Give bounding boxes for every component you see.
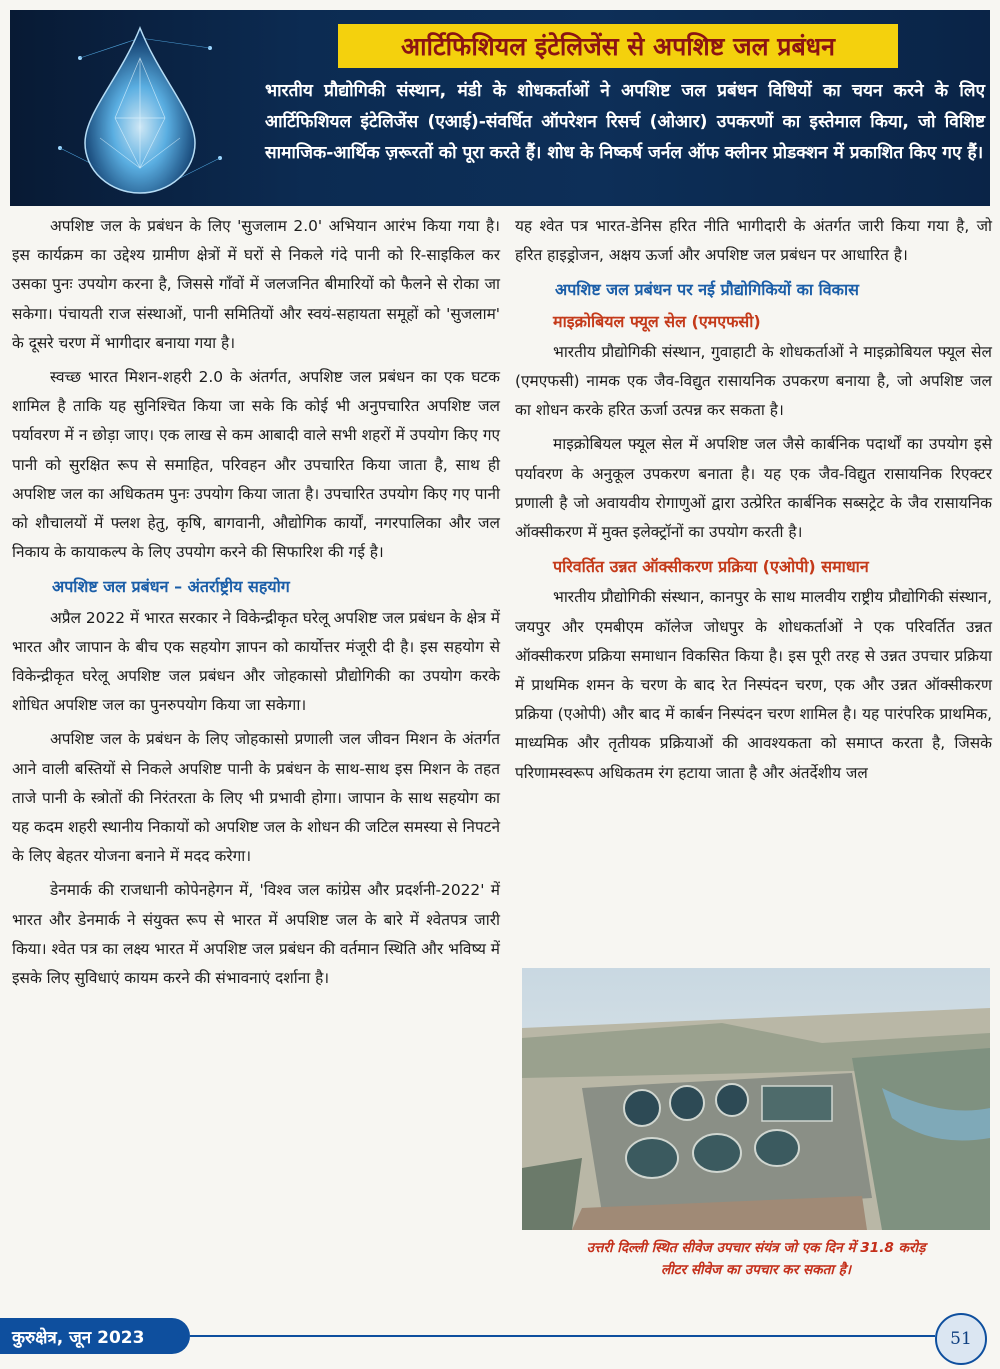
article-banner (10, 10, 990, 206)
paragraph: डेनमार्क की राजधानी कोपेनहेगन में, 'विश्व जल कांग्रेस और प्रदर्शनी-2022' में भारत और डेनमार्क ने संयुक्त रूप से भारत में अपशिष्ट जल के बारे में श्वेतपत्र जारी किया। श्वेत पत्र का लक्ष्य भारत में अपशिष्ट जल प्रबंधन की वर्तमान स्थिति और भविष्य में इसके लिए सुविधाएं कायम करने की संभावनाएं दर्शाना है। (12, 881, 500, 988)
left-column (12, 212, 500, 998)
paragraph: अपशिष्ट जल के प्रबंधन के लिए जोहकासो प्रणाली जल जीवन मिशन के अंतर्गत आने वाली बस्तियों से निकले अपशिष्ट पानी के प्रबंधन के साथ-साथ इस मिशन के तहत ताजे पानी के स्त्रोतों की निरंतरता के लिए भी प्रभावी होगा। जापान के साथ सहयोग का यह कदम शहरी स्थानीय निकायों को अपशिष्ट जल के शोधन की जटिल समस्या से निपटने के लिए बेहतर योजना बनाने में मदद करेगा। (12, 730, 500, 866)
right-column (515, 212, 992, 793)
footer-divider (190, 1335, 935, 1337)
water-drop-network-illustration (40, 18, 240, 198)
paragraph: स्वच्छ भारत मिशन-शहरी 2.0 के अंतर्गत, अपशिष्ट जल प्रबंधन का एक घटक शामिल है ताकि यह सुनिश्चित किया जा सके कि कोई भी अनुपचारित अपशिष्ट जल पर्यावरण में न छोड़ा जाए। एक लाख से कम आबादी वाले सभी शहरों में उपयोग किए गए पानी को सुरक्षित रूप से समाहित, परिवहन और उपचारित किया जाता है, साथ ही अपशिष्ट जल का अधिकतम पुनः उपयोग किया जाता है। उपचारित उपयोग किए गए पानी को शौचालयों में फ्लश हेतु, कृषि, बागवानी, औद्योगिक कार्यों, नगरपालिका और जल निकाय के कायाकल्प के लिए उपयोग करने की सिफारिश की गई है। (12, 368, 500, 562)
magazine-issue: कुरुक्षेत्र, जून 2023 (12, 1327, 145, 1348)
paragraph: अप्रैल 2022 में भारत सरकार ने विकेन्द्रीकृत घरेलू अपशिष्ट जल प्रबंधन के क्षेत्र में भारत और जापान के बीच एक सहयोग ज्ञापन को कार्योत्तर मंजूरी दी है। इस सहयोग से विकेन्द्रीकृत घरेलू अपशिष्ट जल प्रबंधन और जोहकासो प्रौद्योगिकी का उपयोग करके शोधित अपशिष्ट जल का पुनरुपयोग किया जा सकेगा। (12, 608, 500, 715)
photo-caption-line: लीटर सीवेज का उपचार कर सकता है। (660, 1262, 851, 1278)
paragraph: भारतीय प्रौद्योगिकी संस्थान, कानपुर के साथ मालवीय राष्ट्रीय प्रौद्योगिकी संस्थान, जयपुर और एमबीएम कॉलेज जोधपुर के शोधकर्ताओं ने एक परिवर्तित उन्नत ऑक्सीकरण प्रक्रिया समाधान विकसित किया है। इस पूरी तरह से उन्नत उपचार प्रक्रिया में प्राथमिक शमन के चरण के बाद रेत निस्पंदन चरण, एक और उन्नत ऑक्सीकरण प्रक्रिया (एओपी) और बाद में कार्बन निस्पंदन चरण शामिल है। यह पारंपरिक प्राथमिक, माध्यमिक और तृतीयक प्रक्रियाओं की आवश्यकता को समाप्त करता है, जिसके परिणामस्वरूप अधिकतम रंग हटाया जाता है और अंतर्देशीय जल (515, 588, 992, 782)
footer-magazine-band (0, 1318, 190, 1354)
section-heading: अपशिष्ट जल प्रबंधन पर नई प्रौद्योगिकियों का विकास (555, 280, 859, 300)
paragraph: यह श्वेत पत्र भारत-डेनिस हरित नीति भागीदारी के अंतर्गत जारी किया गया है, जो हरित हाइड्रोजन, अक्षय ऊर्जा और अपशिष्ट जल प्रबंधन पर आधारित है। (515, 217, 992, 265)
photo-caption (522, 1237, 990, 1281)
photo-caption-line: उत्तरी दिल्ली स्थित सीवेज उपचार संयंत्र जो एक दिन में 31.8 करोड़ (586, 1240, 926, 1256)
paragraph: अपशिष्ट जल के प्रबंधन के लिए 'सुजलाम 2.0' अभियान आरंभ किया गया है। इस कार्यक्रम का उद्देश्य ग्रामीण क्षेत्रों में घरों से निकले गंदे पानी को रि-साइकिल कर उसका पुनः उपयोग करना है, जिससे गाँवों में जलजनित बीमारियों को फैलने से रोका जा सकेगा। पंचायती राज संस्थाओं, पानी समितियों और स्वयं-सहायता समूहों को 'सुजलाम' के दूसरे चरण में भागीदार बनाया गया है। (12, 217, 500, 352)
article-title-box (338, 24, 898, 68)
subsection-heading: माइक्रोबियल फ्यूल सेल (एमएफसी) (553, 311, 761, 331)
article-title: आर्टिफिशियल इंटेलिजेंस से अपशिष्ट जल प्रबंधन (400, 32, 836, 61)
subsection-heading: परिवर्तित उन्नत ऑक्सीकरण प्रक्रिया (एओपी) समाधान (553, 557, 869, 577)
section-heading: अपशिष्ट जल प्रबंधन – अंतर्राष्ट्रीय सहयोग (52, 577, 290, 597)
paragraph: भारतीय प्रौद्योगिकी संस्थान, गुवाहाटी के शोधकर्ताओं ने माइक्रोबियल फ्यूल सेल (एमएफसी) नामक एक जैव-विद्युत रासायनिक उपकरण बनाया है, जो अपशिष्ट जल का शोधन करके हरित ऊर्जा उत्पन्न कर सकता है। (515, 342, 992, 420)
sewage-treatment-plant-photo (522, 968, 990, 1230)
article-summary: भारतीय प्रौद्योगिकी संस्थान, मंडी के शोधकर्ताओं ने अपशिष्ट जल प्रबंधन विधियों का चयन करने के लिए आर्टिफिशियल इंटेलिजेंस (एआई)-संवर्धित ऑपरेशन रिसर्च (ओआर) उपकरणों का इस्तेमाल किया, जो विशिष्ट सामाजिक-आर्थिक ज़रूरतों को पूरा करते हैं। शोध के निष्कर्ष जर्नल ऑफ क्लीनर प्रोडक्शन में प्रकाशित किए गए हैं। (265, 81, 985, 163)
page-number: 51 (935, 1313, 987, 1365)
paragraph: माइक्रोबियल फ्यूल सेल में अपशिष्ट जल जैसे कार्बनिक पदार्थों का उपयोग इसे पर्यावरण के अनुकूल उपकरण बनाता है। यह एक जैव-विद्युत रासायनिक रिएक्टर प्रणाली है जो अवायवीय रोगाणुओं द्वारा उत्प्रेरित कार्बनिक सब्सट्रेट के जैव रासायनिक ऑक्सीकरण में मुक्त इलेक्ट्रॉनों का उपयोग करती है। (515, 435, 992, 542)
